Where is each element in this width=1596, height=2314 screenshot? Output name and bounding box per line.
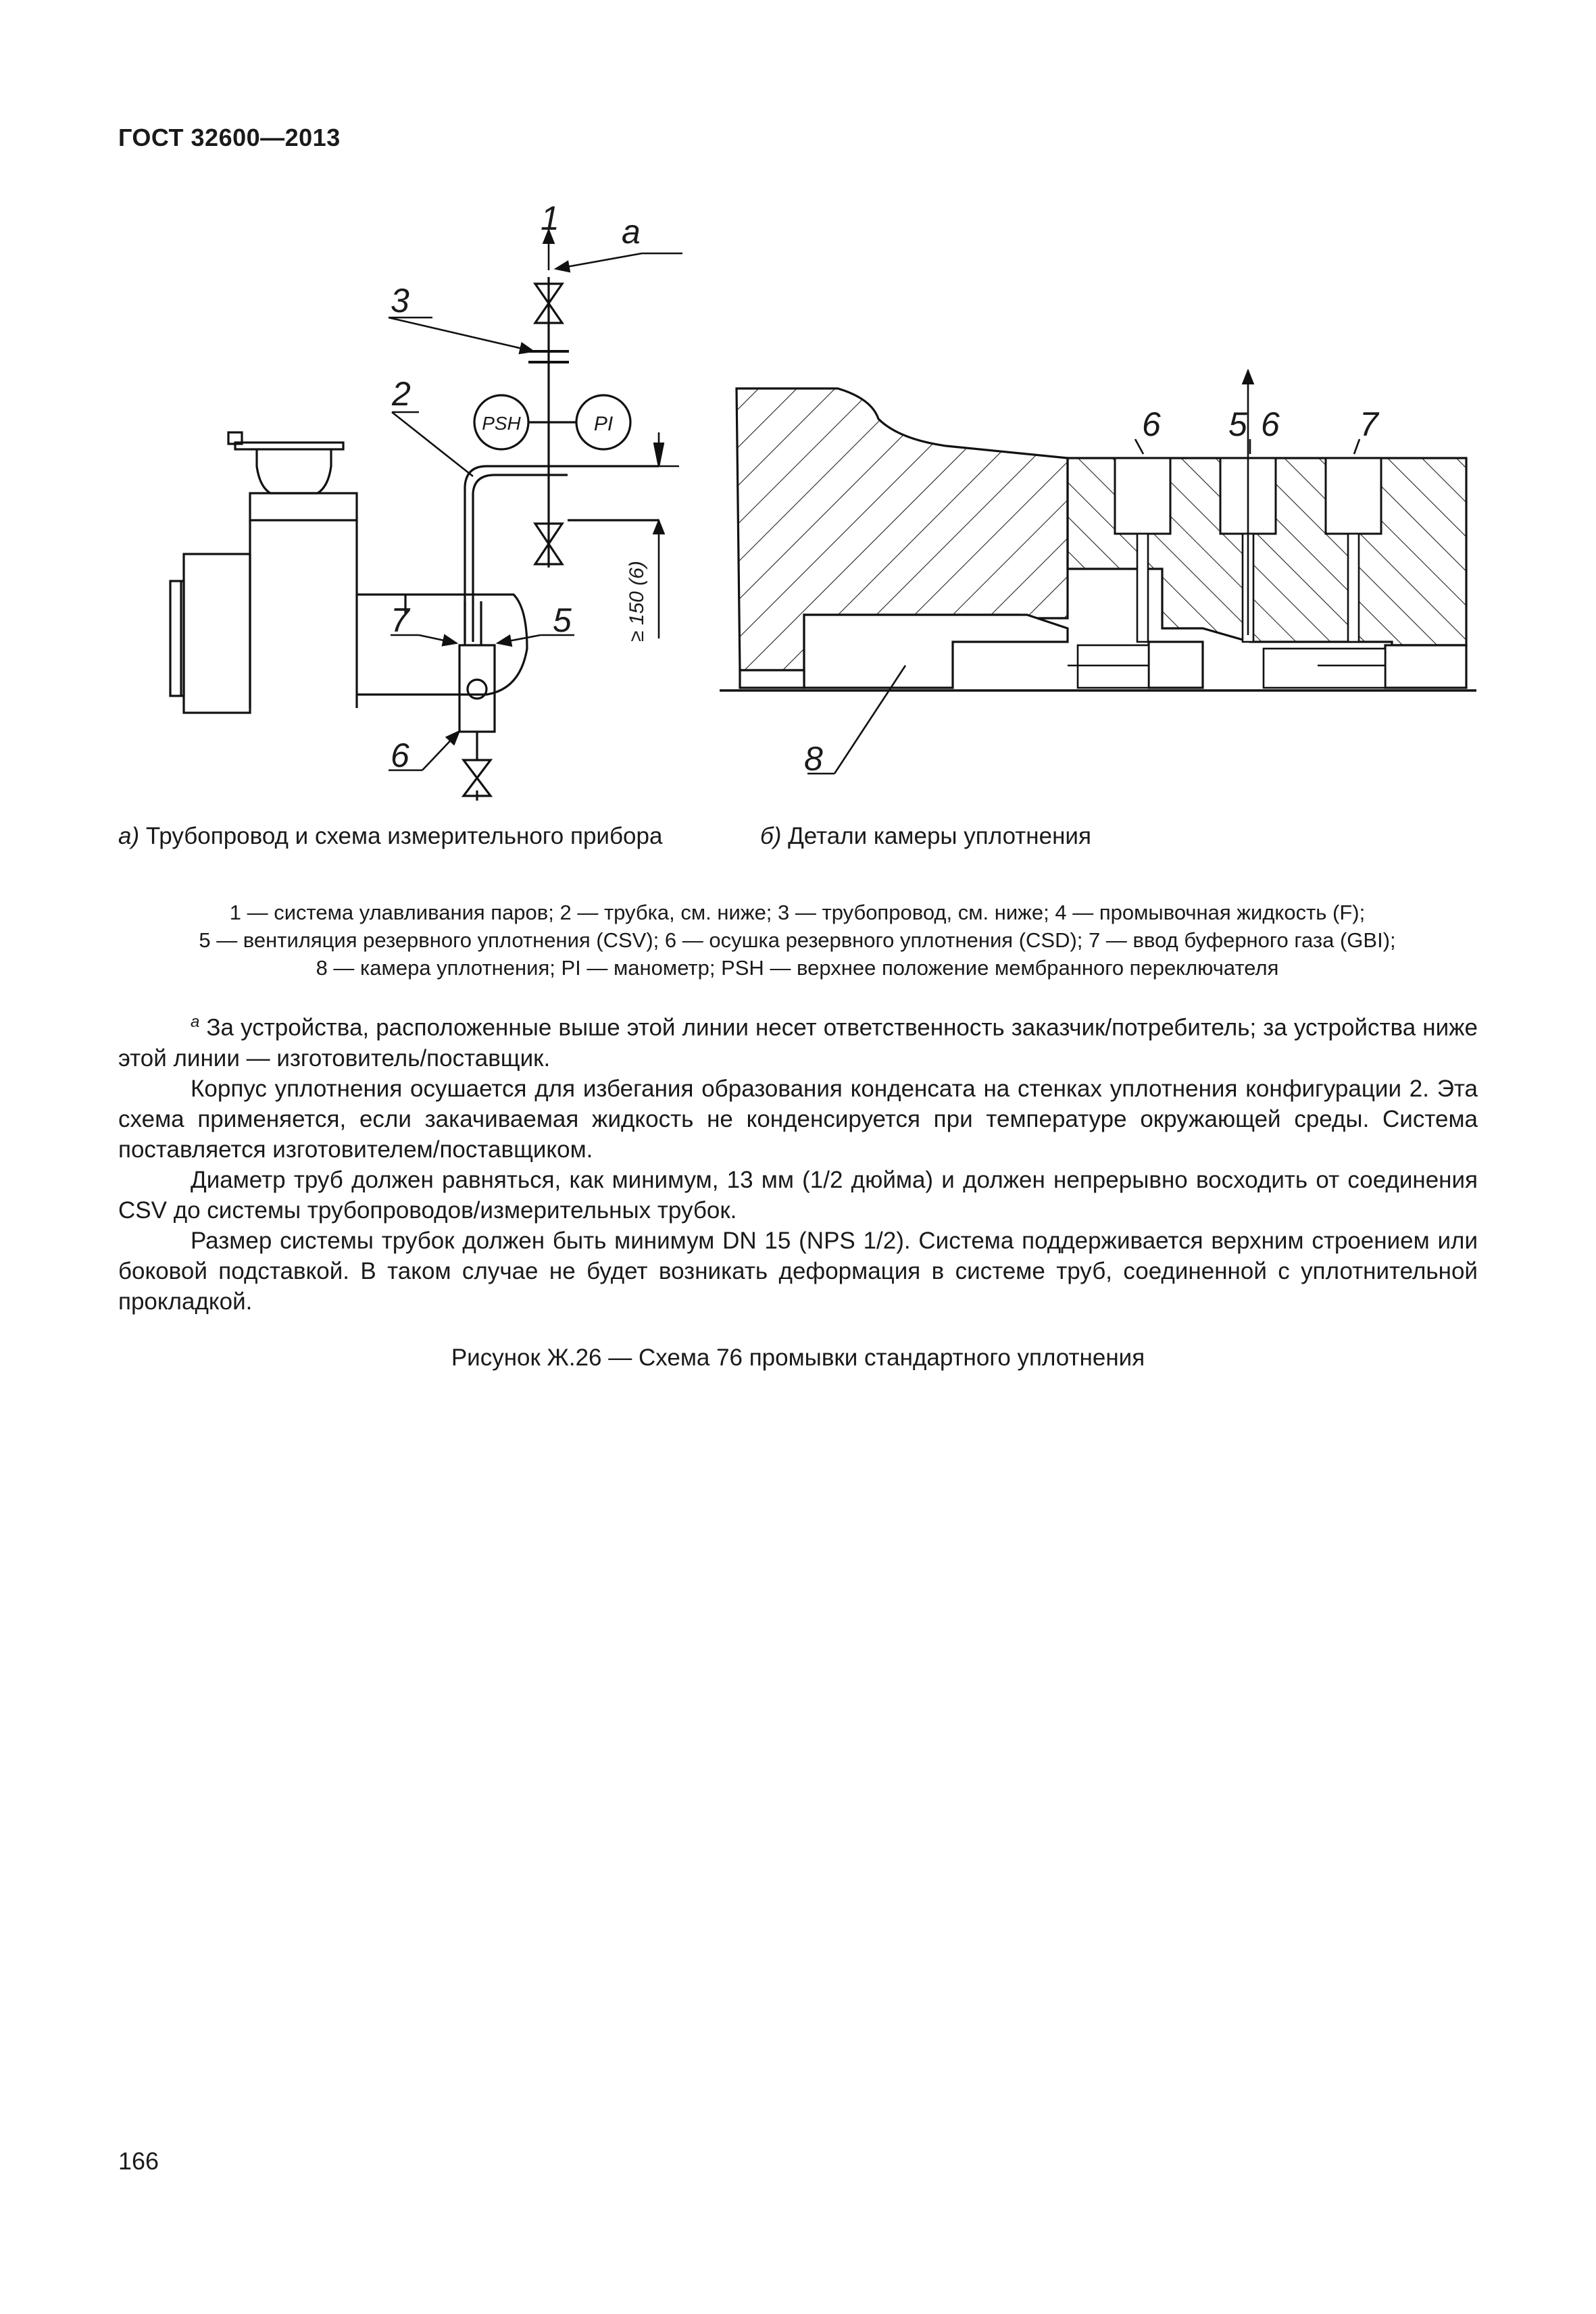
footnote-a	[118, 1007, 1478, 1074]
figure-legend	[115, 899, 1480, 982]
callout-a: a	[622, 213, 641, 251]
callout-3: 3	[391, 282, 409, 320]
caption-left-text: Трубопровод и схема измерительного прибора	[145, 823, 663, 849]
caption-left	[118, 823, 662, 850]
caption-right-text: Детали камеры уплотнения	[788, 823, 1091, 849]
dimension-label: ≥ 150 (6)	[626, 561, 648, 642]
callout-2: 2	[392, 375, 411, 413]
seal-flush-diagram	[0, 0, 1596, 811]
callout-7-left: 7	[391, 601, 409, 639]
document-header: ГОСТ 32600—2013	[118, 124, 341, 151]
callout-5-left: 5	[553, 601, 572, 639]
legend-line-1: 1 — система улавливания паров; 2 — трубка, см. ниже; 3 — трубопровод, см. ниже; 4 — промывочная жидкость (F);	[229, 901, 1366, 924]
paragraph-3: Размер системы трубок должен быть минимум DN 15 (NPS 1/2). Система поддерживается верхним строением или боковой подставкой. В таком случае не будет возникать деформация в системе труб, соединенной с уплотнительной прокладкой.	[118, 1227, 1478, 1315]
caption-right	[760, 823, 1091, 850]
paragraph-2: Диаметр труб должен равняться, как минимум, 13 мм (1/2 дюйма) и должен непрерывно восходить от соединения CSV до системы трубопроводов/измерительных трубок.	[118, 1166, 1478, 1224]
piping	[459, 277, 659, 801]
callout-6-right: 6	[1261, 405, 1280, 443]
callout-5-right: 5	[1228, 405, 1247, 443]
callout-1: 1	[541, 199, 559, 237]
page-number: 166	[118, 2147, 159, 2175]
figure-title: Рисунок Ж.26 — Схема 76 промывки стандартного уплотнения	[451, 1344, 1145, 1371]
pi-label: PI	[593, 413, 614, 435]
caption-right-letter: б)	[760, 823, 782, 849]
callout-7-right: 7	[1360, 405, 1378, 443]
callout-8: 8	[804, 740, 823, 778]
footnote-text: За устройства, расположенные выше этой линии несет ответственность заказчик/потребитель; за устройства ниже этой линии — изготовитель/поставщик.	[118, 1014, 1478, 1072]
psh-instrument	[474, 395, 528, 449]
caption-left-letter: а)	[118, 823, 140, 849]
callout-4: 6	[1142, 405, 1161, 443]
footnote-marker: а	[191, 1013, 200, 1031]
legend-line-2: 5 — вентиляция резервного уплотнения (CSV); 6 — осушка резервного уплотнения (CSD); 7 — ввод буферного газа (GBI);	[199, 928, 1396, 952]
body-text	[118, 1007, 1478, 1317]
psh-label: PSH	[482, 413, 521, 434]
legend-line-3: 8 — камера уплотнения; PI — манометр; PSH — верхнее положение мембранного переключателя	[316, 956, 1279, 980]
paragraph-1: Корпус уплотнения осушается для избегания образования конденсата на стенках уплотнения конфигурации 2. Эта схема применяется, если закачиваемая жидкость не конденсируется при температуре окружающей среды. Система поставляется изготовителем/поставщиком.	[118, 1075, 1478, 1163]
pi-instrument	[576, 395, 630, 449]
callout-6-left: 6	[391, 736, 409, 774]
